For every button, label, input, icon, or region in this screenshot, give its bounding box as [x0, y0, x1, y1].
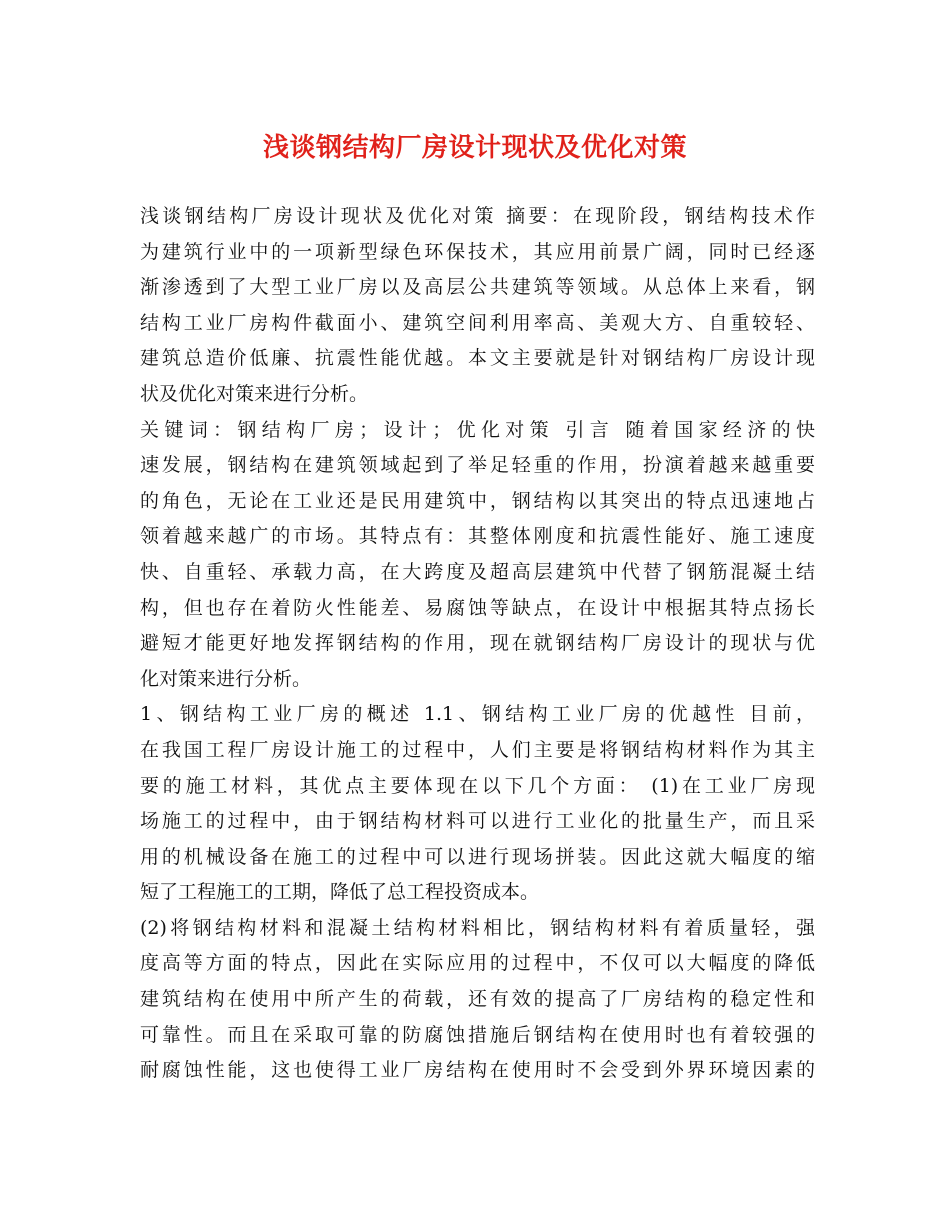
text-line: 浅谈钢结构厂房设计现状及优化对策 摘要：在现阶段，钢结构技术作 [140, 205, 815, 227]
text-line: 构，但也存在着防火性能差、易腐蚀等缺点，在设计中根据其特点扬长 [140, 596, 815, 619]
text-line: 度高等方面的特点，因此在实际应用的过程中，不仅可以大幅度的降低 [140, 952, 815, 975]
text-line: 用的机械设备在施工的过程中可以进行现场拼装。因此这就大幅度的缩 [140, 845, 815, 868]
text-line: 结构工业厂房构件截面小、建筑空间利用率高、美观大方、自重较轻、 [140, 311, 815, 334]
text-line: 为建筑行业中的一项新型绿色环保技术，其应用前景广阔，同时已经逐 [140, 240, 815, 263]
text-line: 关键词：钢结构厂房；设计；优化对策 引言 随着国家经济的快 [140, 418, 815, 441]
text-line: 化对策来进行分析。 [140, 667, 312, 690]
text-line: 避短才能更好地发挥钢结构的作用，现在就钢结构厂房设计的现状与优 [140, 632, 815, 655]
text-line: 快、自重轻、承载力高，在大跨度及超高层建筑中代替了钢筋混凝土结 [140, 560, 815, 583]
text-line: 1、钢结构工业厂房的概述 1.1、钢结构工业厂房的优越性 目前， [140, 703, 815, 726]
text-line: 在我国工程厂房设计施工的过程中，人们主要是将钢结构材料作为其主 [140, 738, 815, 761]
text-line: (2)将钢结构材料和混凝土结构材料相比，钢结构材料有着质量轻，强 [140, 916, 815, 939]
document-body [140, 199, 815, 1089]
text-line: 耐腐蚀性能，这也使得工业厂房结构在使用时不会受到外界环境因素的 [140, 1059, 815, 1082]
text-line: 要的施工材料，其优点主要体现在以下几个方面： (1)在工业厂房现 [140, 774, 815, 797]
text-line: 状及优化对策来进行分析。 [140, 382, 369, 405]
text-line: 领着越来越广的市场。其特点有：其整体刚度和抗震性能好、施工速度 [140, 525, 815, 548]
text-line: 速发展，钢结构在建筑领域起到了举足轻重的作用，扮演着越来越重要 [140, 454, 815, 477]
document-title: 浅谈钢结构厂房设计现状及优化对策 [262, 133, 687, 163]
text-line: 短了工程施工的工期，降低了总工程投资成本。 [140, 881, 540, 904]
text-line: 场施工的过程中，由于钢结构材料可以进行工业化的批量生产，而且采 [140, 810, 815, 833]
text-line: 建筑结构在使用中所产生的荷载，还有效的提高了厂房结构的稳定性和 [140, 988, 815, 1011]
text-line: 的角色，无论在工业还是民用建筑中，钢结构以其突出的特点迅速地占 [140, 489, 815, 512]
text-line: 渐渗透到了大型工业厂房以及高层公共建筑等领域。从总体上来看，钢 [140, 276, 815, 299]
text-line: 可靠性。而且在采取可靠的防腐蚀措施后钢结构在使用时也有着较强的 [140, 1023, 815, 1046]
text-line: 建筑总造价低廉、抗震性能优越。本文主要就是针对钢结构厂房设计现 [140, 347, 815, 370]
